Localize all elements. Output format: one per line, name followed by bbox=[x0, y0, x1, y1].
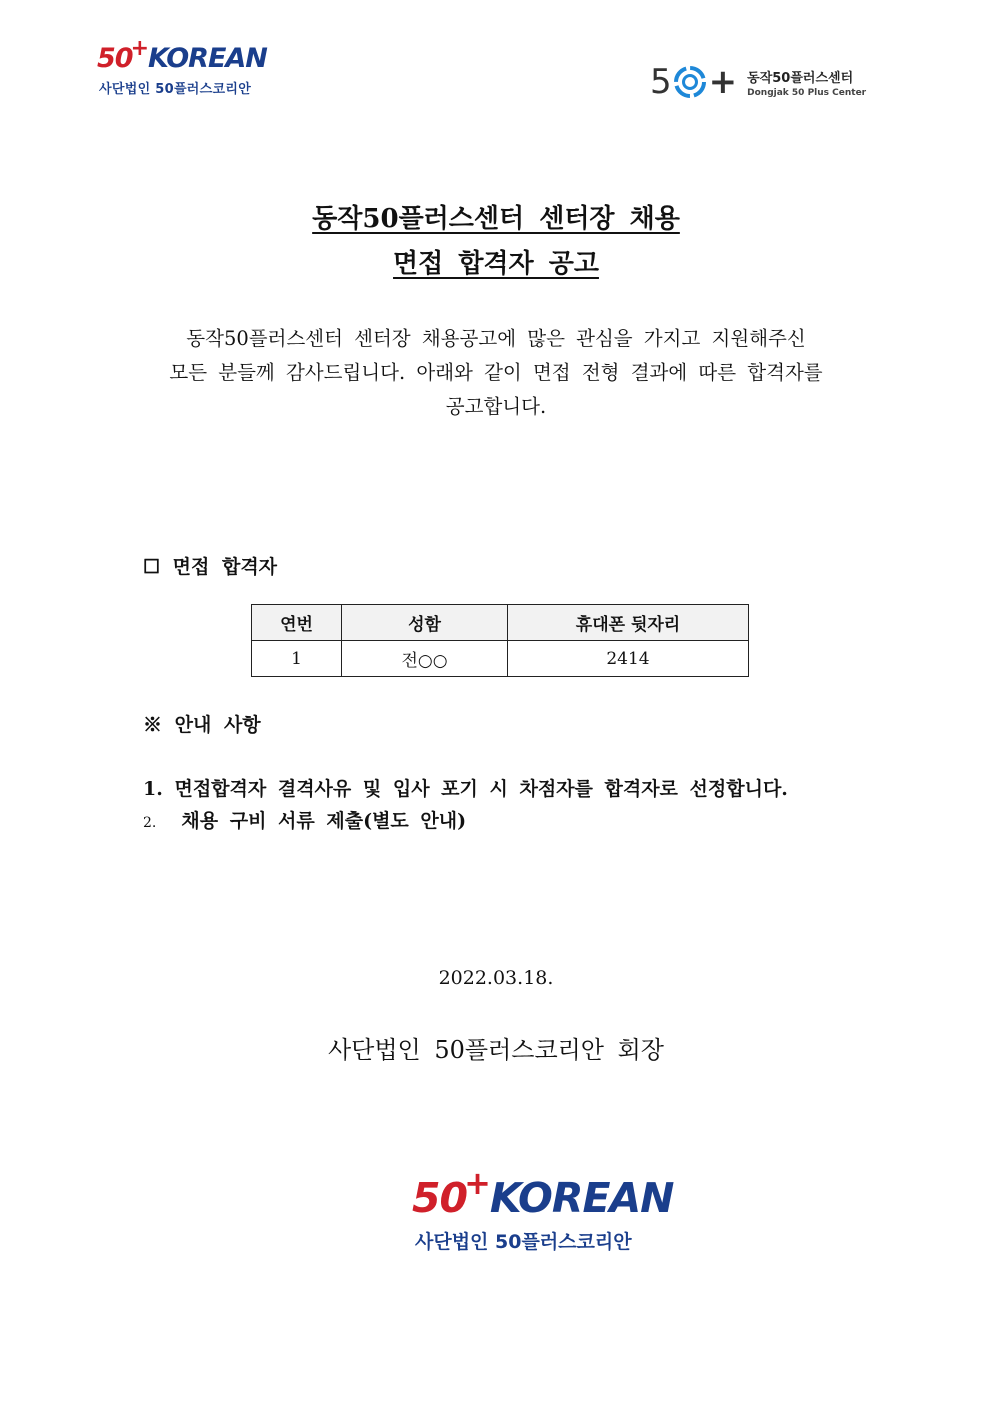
section-heading-passers: ☐ 면접 합격자 bbox=[143, 556, 278, 578]
logo-word: KOREAN bbox=[148, 43, 267, 74]
logo-dongjak-center bbox=[650, 62, 866, 102]
center-name-en: Dongjak 50 Plus Center bbox=[747, 87, 867, 98]
table-row bbox=[252, 641, 749, 677]
notice-item-num: 1. bbox=[143, 778, 163, 800]
logo-wordmark bbox=[97, 36, 267, 76]
center-name bbox=[747, 67, 866, 98]
title-text-2: 면접 합격자 공고 bbox=[393, 249, 599, 279]
logo-word: KOREAN bbox=[489, 1174, 674, 1222]
footer-logo bbox=[412, 1164, 674, 1254]
intro-line: 모든 분들께 감사드립니다. 아래와 같이 면접 전형 결과에 따른 합격자를 bbox=[169, 361, 823, 384]
page-title-line2 bbox=[0, 243, 992, 280]
table-cell: 1 bbox=[252, 641, 342, 677]
intro-line: 동작50플러스센터 센터장 채용공고에 많은 관심을 가지고 지원해주신 bbox=[186, 327, 806, 350]
notice-item bbox=[143, 806, 466, 833]
logo-plus: + bbox=[130, 36, 149, 61]
logo-num: 50 bbox=[97, 43, 133, 74]
column-header: 성함 bbox=[342, 605, 508, 641]
logo-num: 50 bbox=[412, 1174, 468, 1222]
logo-subtitle: 사단법인 50플러스코리안 bbox=[415, 1231, 632, 1253]
table-cell: 전○○ bbox=[342, 641, 508, 677]
announcement-date: 2022.03.18. bbox=[438, 967, 554, 989]
passers-table bbox=[251, 604, 749, 677]
notice-item-text: 면접합격자 결격사유 및 입사 포기 시 차점자를 합격자로 선정합니다. bbox=[174, 778, 788, 800]
notice-item-num: 2. bbox=[143, 815, 157, 831]
title-text-1: 동작50플러스센터 센터장 채용 bbox=[312, 204, 680, 234]
notice-item bbox=[143, 774, 788, 801]
page-title-line1 bbox=[0, 198, 992, 235]
column-header: 연번 bbox=[252, 605, 342, 641]
notice-heading: ※ 안내 사항 bbox=[143, 714, 261, 736]
intro-line: 공고합니다. bbox=[445, 395, 547, 418]
notice-item-text: 채용 구비 서류 제출(별도 안내) bbox=[181, 810, 467, 832]
logo-subtitle: 사단법인 50플러스코리안 bbox=[99, 82, 252, 97]
center-mark-num: 5 bbox=[650, 62, 672, 102]
logo-wordmark bbox=[412, 1164, 674, 1223]
ring-icon bbox=[673, 65, 707, 99]
center-mark bbox=[650, 62, 737, 102]
logo-50plus-korean bbox=[97, 36, 267, 97]
intro-paragraph bbox=[140, 322, 852, 424]
center-mark-plus: + bbox=[708, 62, 738, 102]
center-name-ko: 동작50플러스센터 bbox=[747, 70, 854, 86]
signature: 사단법인 50플러스코리안 회장 bbox=[327, 1036, 664, 1064]
table-header-row bbox=[252, 605, 749, 641]
logo-plus: + bbox=[464, 1164, 490, 1202]
table-cell: 2414 bbox=[508, 641, 749, 677]
column-header: 휴대폰 뒷자리 bbox=[508, 605, 749, 641]
